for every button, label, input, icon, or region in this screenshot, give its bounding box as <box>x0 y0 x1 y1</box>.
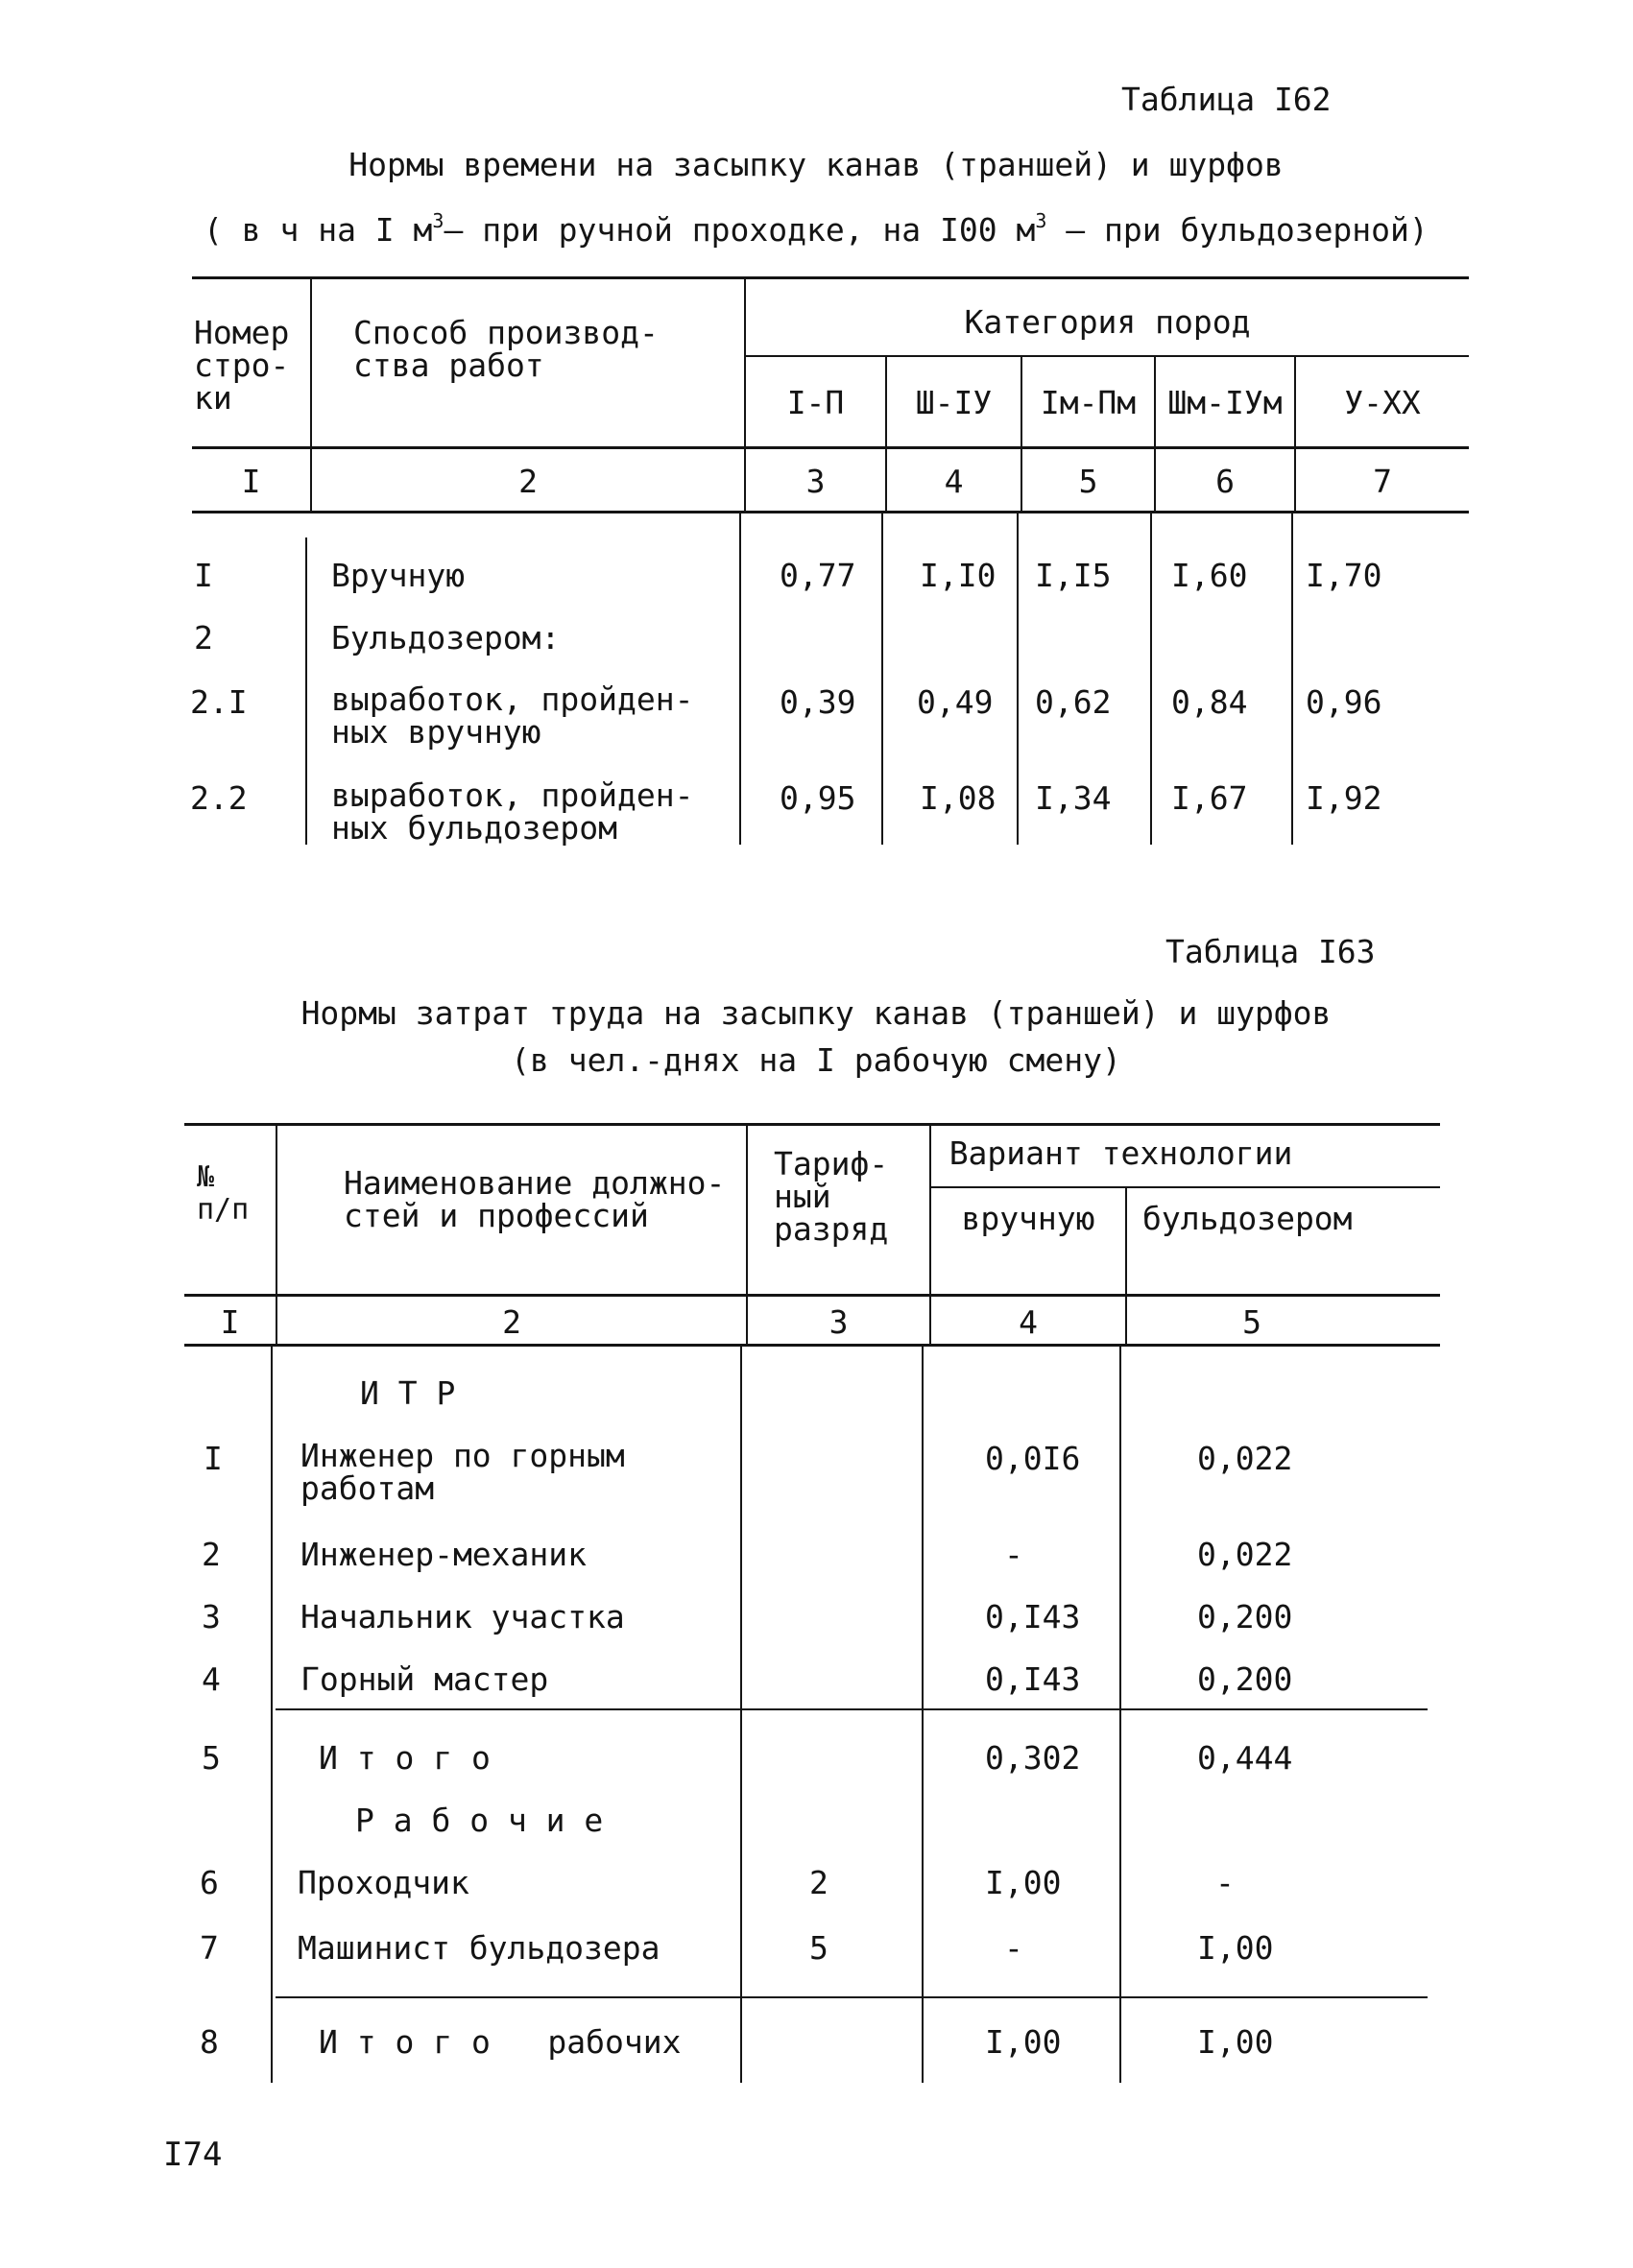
row-value: 0,49 <box>917 683 994 721</box>
row-number: 2.I <box>190 683 248 721</box>
row-name: Инженер-механик <box>300 1536 588 1573</box>
row-number: 7 <box>200 1929 219 1967</box>
row-value: I,92 <box>1306 779 1382 817</box>
row-name: Проходчик <box>298 1864 469 1901</box>
row-value: 0,95 <box>780 779 856 817</box>
header-grade: Тариф-ный разряд <box>774 1145 889 1248</box>
row-manual: I,00 <box>985 1864 1062 1901</box>
header-variant: Вариант технологии <box>949 1134 1293 1172</box>
column-number: 4 <box>944 463 964 500</box>
row-method: выработок, пройден-ных вручную <box>331 680 694 751</box>
row-name-total: И т о г о <box>319 1739 491 1777</box>
row-name: Машинист бульдозера <box>298 1929 660 1967</box>
column-number: I <box>241 463 261 500</box>
column-number: 4 <box>1019 1303 1038 1341</box>
row-method: Бульдозером: <box>331 619 561 657</box>
row-number: 6 <box>200 1864 219 1901</box>
row-number: 3 <box>202 1598 221 1635</box>
row-number: I <box>194 557 213 594</box>
row-bulldozer: I,00 <box>1197 1929 1274 1967</box>
header-number: № п/п <box>197 1160 250 1227</box>
row-bulldozer: 0,444 <box>1197 1739 1293 1777</box>
row-name: Инженер по горным работам <box>300 1437 625 1507</box>
header-category-5: У-XX <box>1344 384 1421 421</box>
row-manual: 0,I43 <box>985 1598 1081 1635</box>
column-number: I <box>220 1303 240 1341</box>
column-number: 2 <box>502 1303 521 1341</box>
header-rock-category: Категория пород <box>964 303 1251 341</box>
row-manual: - <box>1004 1536 1023 1573</box>
row-manual: 0,302 <box>985 1739 1081 1777</box>
row-number: 5 <box>202 1739 221 1777</box>
row-manual: 0,I43 <box>985 1660 1081 1698</box>
section-itr: И Т Р <box>360 1374 456 1412</box>
column-number: 3 <box>829 1303 849 1341</box>
row-value: I,70 <box>1306 557 1382 594</box>
row-value: 0,84 <box>1171 683 1248 721</box>
table-163-subtitle: (в чел.-днях на I рабочую смену) <box>511 1041 1121 1079</box>
row-value: I,60 <box>1171 557 1248 594</box>
header-category-4: Шм-IУм <box>1167 384 1283 421</box>
column-number: 7 <box>1373 463 1392 500</box>
header-category-1: I-П <box>786 384 845 421</box>
header-position: Наименование должно-стей и профессий <box>344 1164 726 1234</box>
row-method: Вручную <box>331 557 466 594</box>
header-category-2: Ш-IУ <box>915 384 993 421</box>
row-manual: - <box>1004 1929 1023 1967</box>
column-number: 2 <box>518 463 538 500</box>
row-number: 2 <box>202 1536 221 1573</box>
row-value: I,I5 <box>1035 557 1112 594</box>
column-number: 6 <box>1215 463 1235 500</box>
header-manual: вручную <box>961 1200 1095 1237</box>
row-bulldozer: 0,200 <box>1197 1598 1293 1635</box>
row-value: I,08 <box>920 779 997 817</box>
row-bulldozer: - <box>1215 1864 1235 1901</box>
row-number: 2.2 <box>190 779 248 817</box>
row-grade: 5 <box>809 1929 829 1967</box>
row-value: 0,96 <box>1306 683 1382 721</box>
header-method: Способ производ-ства работ <box>353 314 659 384</box>
row-number: I <box>204 1440 223 1477</box>
row-bulldozer: 0,200 <box>1197 1660 1293 1698</box>
row-value: 0,39 <box>780 683 856 721</box>
section-workers: Р а б о ч и е <box>355 1802 604 1839</box>
header-row-number: Номер стро-ки <box>194 314 290 417</box>
row-name: Горный мастер <box>300 1660 549 1698</box>
row-number: 4 <box>202 1660 221 1698</box>
row-grade: 2 <box>809 1864 829 1901</box>
row-method: выработок, пройден-ных бульдозером <box>331 776 694 847</box>
row-number: 2 <box>194 619 213 657</box>
row-value: I,34 <box>1035 779 1112 817</box>
header-category-3: Iм-Пм <box>1040 384 1137 421</box>
row-number: 8 <box>200 2023 219 2061</box>
table-162-subtitle: ( в ч на I $м^3-$ при ручной проходке, на I00 $м^3$ – при бульдозерной) <box>204 209 1429 249</box>
row-bulldozer: 0,022 <box>1197 1440 1293 1477</box>
page-number: I74 <box>163 2136 223 2174</box>
row-value: I,67 <box>1171 779 1248 817</box>
row-manual: 0,0I6 <box>985 1440 1081 1477</box>
table-163-title: Нормы затрат труда на засыпку канав (траншей) и шурфов <box>300 994 1332 1032</box>
row-name: Начальник участка <box>300 1598 625 1635</box>
row-value: I,I0 <box>920 557 997 594</box>
column-number: 3 <box>805 463 826 500</box>
table-162-title: Нормы времени на засыпку канав (траншей) и шурфов <box>348 146 1284 183</box>
row-bulldozer: I,00 <box>1197 2023 1274 2061</box>
row-value: 0,77 <box>780 557 856 594</box>
column-number: 5 <box>1078 463 1098 500</box>
row-manual: I,00 <box>985 2023 1062 2061</box>
row-name-total-workers: И т о г о рабочих <box>319 2023 682 2061</box>
row-value: 0,62 <box>1035 683 1112 721</box>
table-163-label: Таблица I63 <box>1165 933 1376 970</box>
column-number: 5 <box>1242 1303 1261 1341</box>
table-162-label: Таблица I62 <box>1121 81 1332 118</box>
row-bulldozer: 0,022 <box>1197 1536 1293 1573</box>
header-bulldozer: бульдозером <box>1142 1200 1353 1237</box>
